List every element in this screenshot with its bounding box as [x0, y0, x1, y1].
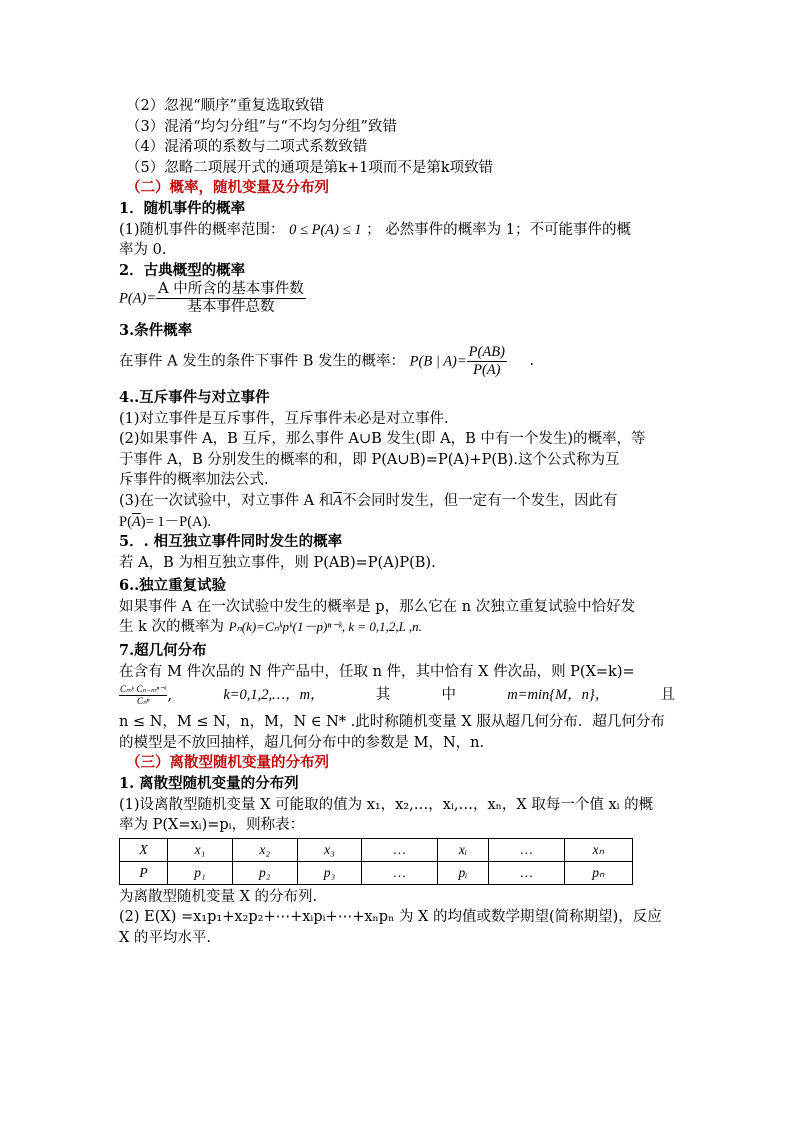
distribution-table [119, 838, 633, 885]
text-run: 在事件 A 发生的条件下事件 B 发生的概率： [119, 353, 406, 370]
paragraph-line: (2) E(X) =x₁p₁+x₂p₂+⋯+xᵢpᵢ+⋯+xₙpₙ 为 X 的均值或数学期望(简称期望)，反应 [119, 909, 662, 926]
paragraph-line: X 的平均水平. [119, 930, 212, 946]
text-run [119, 684, 172, 707]
subsection-title: 1．随机事件的概率 [119, 199, 246, 217]
table-cell: P [120, 861, 168, 884]
table-cell: x₃ [297, 838, 362, 861]
complement-symbol: $\overline{A}$ [131, 513, 141, 530]
paragraph-line: 率为 0. [119, 242, 167, 259]
table-cell: X [120, 838, 168, 861]
text-run: (1)随机事件的概率范围： [119, 221, 285, 238]
subsection-title: 5．. 相互独立事件同时发生的概率 [119, 533, 343, 551]
table-cell: … [362, 838, 437, 861]
fraction-denominator: Cₙⁿ [137, 695, 150, 706]
subsection-title: 1. 离散型随机变量的分布列 [119, 775, 299, 793]
text-run: P( [119, 513, 132, 530]
fraction-numerator: A 中所含的基本事件数 [158, 281, 304, 298]
formula-lhs: P(A)= [119, 290, 157, 307]
table-cell: p₁ [168, 861, 233, 884]
text-run: )= 1－P(A). [140, 513, 211, 530]
text-run: ； 必然事件的概率为 1；不可能事件的概 [366, 221, 632, 238]
paragraph-line: 在含有 M 件次品的 N 件产品中，任取 n 件，其中恰有 X 件次品，则 P(X=k)= [119, 663, 635, 680]
text-run: 生 k 次的概率为 [119, 619, 229, 636]
paragraph-line [119, 512, 675, 533]
fraction [119, 684, 167, 707]
formula-line [119, 281, 675, 317]
list-item: （3）混淆“均匀分组”与“不均匀分组”致错 [126, 118, 397, 135]
table-cell: xᵢ [437, 838, 488, 861]
text-run: 其 [375, 686, 391, 703]
subsection-title: 2．古典概型的概率 [119, 261, 246, 279]
table-cell: … [362, 861, 437, 884]
list-item: （2）忽视“顺序”重复选取致错 [126, 98, 325, 114]
fraction-numerator: Cₘᵏ Cₙ₋ₘⁿ⁻ᵏ [120, 683, 167, 694]
paragraph-line: 于事件 A，B 分别发生的概率的和，即 P(A∪B)=P(A)+P(B).这个公式称为互 [119, 451, 620, 468]
paragraph-line: (2)如果事件 A，B 互斥，那么事件 A∪B 发生(即 A，B 中有一个发生)的概率，等 [119, 431, 646, 448]
paragraph-line: 的模型是不放回抽样，超几何分布中的参数是 M，N，n. [119, 734, 485, 751]
paragraph-line: (1)设离散型随机变量 X 可能取的值为 x₁，x₂,…，xᵢ,…，xₙ，X 取每一个值 xᵢ 的概 [119, 796, 654, 813]
fraction [156, 281, 306, 316]
text-run: 且 [660, 686, 675, 703]
document-page [119, 96, 675, 949]
table-cell: … [489, 861, 564, 884]
complement-symbol: $\overline{A}$ [333, 492, 343, 509]
subsection-title: 4..互斥事件与对立事件 [119, 388, 270, 406]
subsection-title: 3.条件概率 [119, 322, 193, 340]
table-row [120, 861, 633, 884]
paragraph-line [119, 220, 675, 241]
text-run: 中 [441, 686, 457, 703]
paragraph-line [119, 491, 675, 512]
table-cell: p₃ [297, 861, 362, 884]
fraction-numerator: P(AB) [468, 343, 505, 360]
fraction-denominator: P(A) [473, 361, 501, 378]
table-cell: x₁ [168, 838, 233, 861]
table-cell: xₙ [564, 838, 632, 861]
text-run: m=min{M，n}， [507, 686, 610, 703]
table-cell: pₙ [564, 861, 632, 884]
subsection-title: 6..独立重复试验 [119, 577, 227, 595]
paragraph-line: n ≤ N，M ≤ N，n，M，N ∈ N* .此时称随机变量 X 服从超几何分布．超几何分布 [119, 714, 665, 731]
fraction [467, 344, 507, 379]
table-cell: … [489, 838, 564, 861]
formula-line [119, 342, 675, 384]
section-heading: （三）离散型随机变量的分布列 [126, 754, 329, 772]
text-run: 不会同时发生，但一定有一个发生，因此有 [342, 492, 618, 509]
list-item: （5）忽略二项展开式的通项是第k+1项而不是第k项致错 [126, 159, 494, 176]
list-item: （4）混淆项的系数与二项式系数致错 [126, 139, 368, 156]
subsection-title: 7.超几何分布 [119, 642, 207, 660]
formula: Pₙ(k)=Cₙᵏpᵏ(1－p)ⁿ⁻ᵏ, k = 0,1,2,L ,n. [228, 619, 422, 635]
formula: 0 ≤ P(A) ≤ 1 [289, 221, 362, 238]
paragraph-line: 率为 P(X=xᵢ)=pᵢ，则称表： [119, 817, 305, 834]
text-run: k=0,1,2,…，m， [223, 686, 325, 703]
paragraph-line: 若 A，B 为相互独立事件，则 P(AB)=P(A)P(B). [119, 554, 436, 571]
section-heading: （二）概率，随机变量及分布列 [126, 179, 329, 197]
paragraph-line: (1)对立事件是互斥事件，互斥事件未必是对立事件. [119, 410, 449, 427]
paragraph-line: 如果事件 A 在一次试验中发生的概率是 p，那么它在 n 次独立重复试验中恰好发 [119, 598, 636, 615]
text-run: (3)在一次试验中，对立事件 A 和 [119, 492, 334, 509]
text-run: , [167, 687, 173, 704]
paragraph-line [119, 682, 675, 708]
table-cell: p₂ [232, 861, 297, 884]
paragraph-line: 斥事件的概率加法公式. [119, 472, 269, 489]
formula-lhs: P(B | A)= [409, 353, 467, 370]
fraction-denominator: 基本事件总数 [187, 299, 275, 316]
table-cell: x₂ [232, 838, 297, 861]
text-run: . [529, 353, 535, 370]
paragraph-line [119, 617, 675, 638]
table-row [120, 838, 633, 861]
paragraph-line: 为离散型随机变量 X 的分布列. [119, 888, 318, 905]
table-cell: pᵢ [437, 861, 488, 884]
